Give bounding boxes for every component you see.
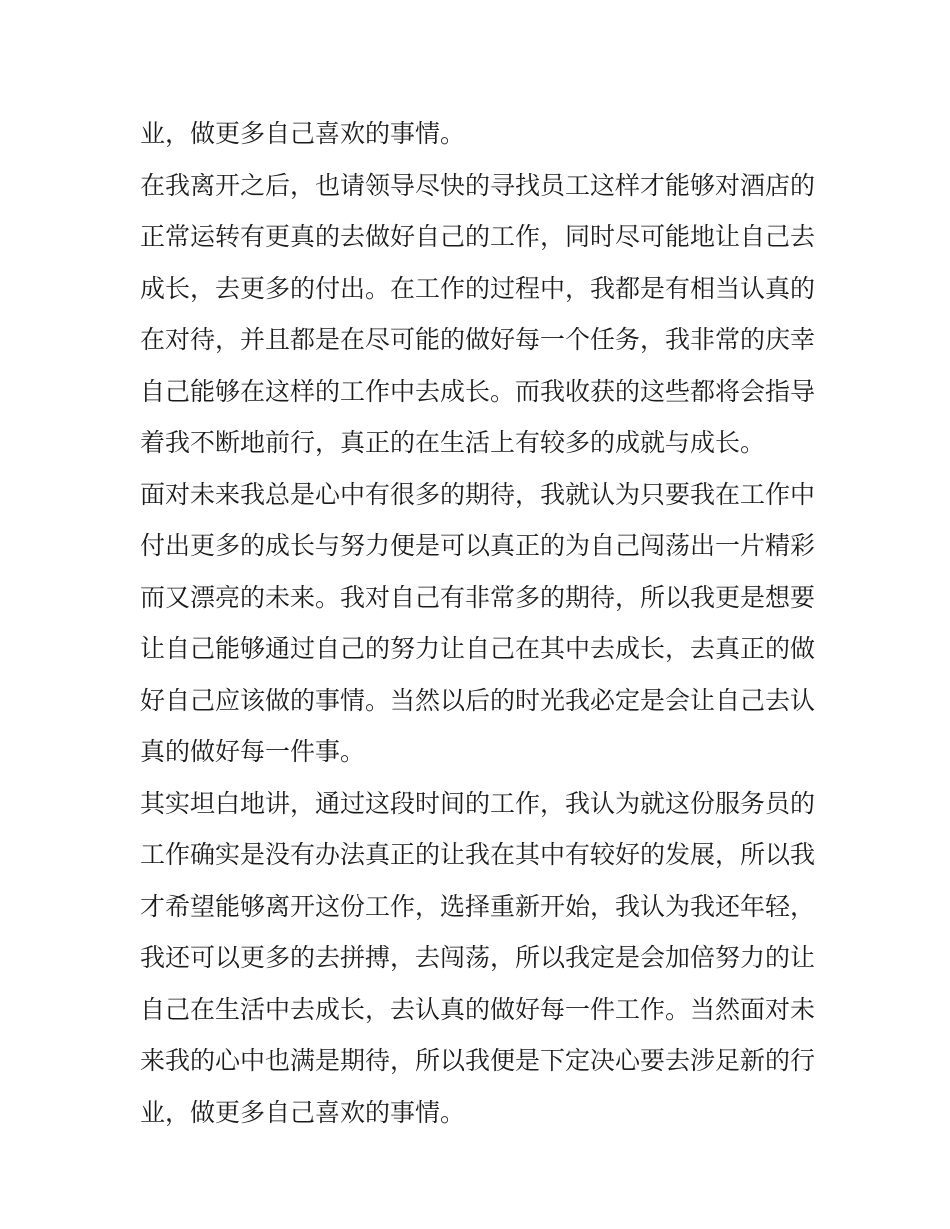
text-line: 来我的心中也满是期待，所以我便是下定决心要去涉足新的行 bbox=[140, 1046, 816, 1075]
text-line: 付出更多的成长与努力便是可以真正的为自己闯荡出一片精彩 bbox=[140, 531, 816, 560]
text-line: 工作确实是没有办法真正的让我在其中有较好的发展，所以我 bbox=[140, 840, 816, 869]
text-line: 着我不断地前行，真正的在生活上有较多的成就与成长。 bbox=[140, 428, 766, 457]
text-line: 才希望能够离开这份工作，选择重新开始，我认为我还年轻， bbox=[140, 891, 816, 921]
text-line: 在我离开之后，也请领导尽快的寻找员工这样才能够对酒店的 bbox=[140, 170, 816, 200]
text-line: 自己在生活中去成长，去认真的做好每一件工作。当然面对未 bbox=[140, 994, 816, 1024]
text-line: 而又漂亮的未来。我对自己有非常多的期待，所以我更是想要 bbox=[140, 582, 816, 612]
text-line: 业，做更多自己喜欢的事情。 bbox=[140, 119, 466, 148]
text-line: 我还可以更多的去拼搏，去闯荡，所以我定是会加倍努力的让 bbox=[140, 943, 816, 972]
text-line: 正常运转有更真的去做好自己的工作，同时尽可能地让自己去 bbox=[140, 222, 816, 251]
text-line: 好自己应该做的事情。当然以后的时光我必定是会让自己去认 bbox=[140, 685, 816, 715]
text-line: 在对待，并且都是在尽可能的做好每一个任务，我非常的庆幸 bbox=[140, 325, 816, 354]
text-line: 其实坦白地讲，通过这段时间的工作，我认为就这份服务员的 bbox=[140, 788, 816, 818]
document-body bbox=[140, 108, 820, 1138]
text-line: 让自己能够通过自己的努力让自己在其中去成长，去真正的做 bbox=[140, 634, 816, 663]
text-line: 成长，去更多的付出。在工作的过程中，我都是有相当认真的 bbox=[140, 273, 816, 303]
text-line: 业，做更多自己喜欢的事情。 bbox=[140, 1097, 466, 1127]
text-line: 真的做好每一件事。 bbox=[140, 737, 366, 766]
text-line: 自己能够在这样的工作中去成长。而我收获的这些都将会指导 bbox=[140, 376, 816, 406]
text-line: 面对未来我总是心中有很多的期待，我就认为只要我在工作中 bbox=[140, 479, 816, 509]
